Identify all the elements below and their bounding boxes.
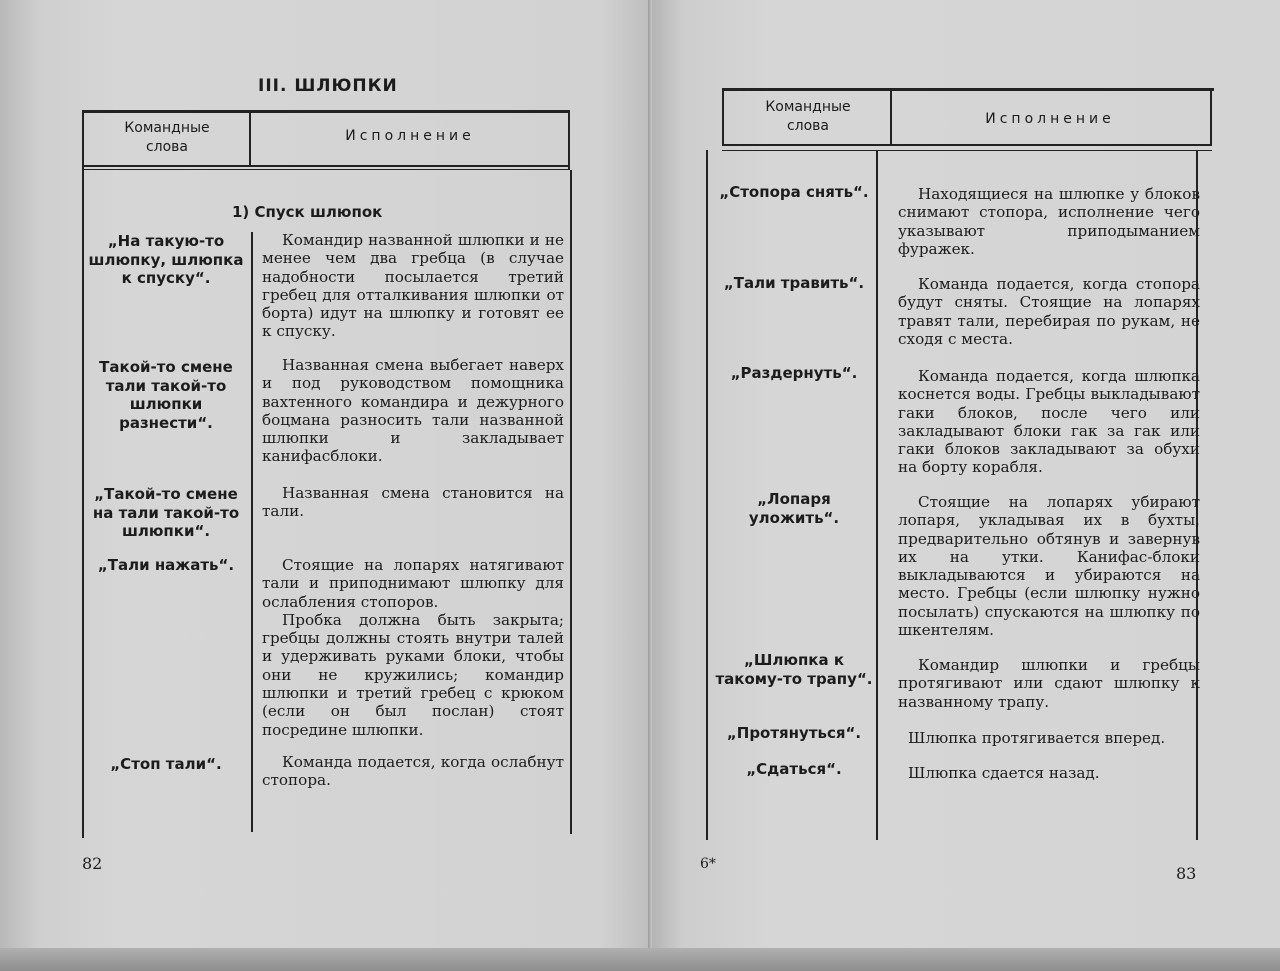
right-page	[652, 0, 1280, 971]
execution-row-1	[262, 231, 564, 341]
section-title: III. ШЛЮПКИ	[258, 76, 398, 96]
command-row-5: „Стоп тали“.	[110, 755, 222, 773]
execution-paragraph: Команда подается, когда шлюпка коснется воды. Гребцы выкладывают гаки блоков, после чего или закладывают блоки гак за гак или гаки блоков закладывают за обухи на борту корабля.	[898, 367, 1200, 477]
execution-row-5	[262, 753, 564, 790]
header-bottom-rule-2	[722, 150, 1212, 151]
header-left-rule	[722, 88, 724, 146]
execution-paragraph: Названная смена становится на тали.	[262, 484, 564, 521]
header-execution: Исполнение	[985, 111, 1115, 127]
header-right-rule	[1210, 88, 1212, 146]
execution-row-4	[262, 556, 564, 739]
execution-row-2	[898, 275, 1200, 348]
signature-mark: 6*	[700, 856, 716, 872]
header-execution: Исполнение	[345, 128, 475, 144]
page-bottom-edge	[0, 948, 1280, 971]
command-row-4: „Тали нажать“.	[97, 556, 235, 574]
execution-paragraph: Командир шлюпки и гребцы протягивают или сдают шлюпку к названному трапу.	[898, 656, 1200, 711]
execution-paragraph: Команда подается, когда ослабнут стопора.	[262, 753, 564, 790]
execution-paragraph: Шлюпка сдается назад.	[908, 764, 1100, 782]
page-number-left: 82	[82, 854, 103, 873]
execution-paragraph: Названная смена выбегает наверх и под руководством помощника вахтенного командира и дежурного боцмана разносить тали названной шлюпки и закладывает канифасблоки.	[262, 356, 564, 466]
execution-paragraph: Стоящие на лопарях натягивают тали и приподнимают шлюпку для ослабления стопоров.	[262, 556, 564, 611]
command-row-1: „Стопора снять“.	[719, 183, 869, 201]
execution-paragraph: Командир названной шлюпки и не менее чем два гребца (в случае надобности посылается третий гребец для отталкивания шлюпки от борта) идут на шлюпку и готовят ее к спуску.	[262, 231, 564, 341]
command-row-5: „Шлюпка к такому-то трапу“.	[715, 651, 873, 688]
command-row-1: „На такую-то шлюпку, шлюпка к спуску“.	[88, 232, 244, 287]
execution-paragraph: Пробка должна быть закрыта; гребцы должны стоять внутри талей и удерживать руками блоки, чтобы они не кружились; командир шлюпки и третий гребец с крюком (если он был послан) стоят посредине шлюпки.	[262, 610, 564, 739]
execution-paragraph: Стоящие на лопарях убирают лопаря, укладывая их в бухты, предварительно обтянув и завернув их на утки. Канифас-блоки выкладываются и убираются на место. Гребцы (если шлюпку нужно посылать) спускаются на шлюпку по шкентелям.	[898, 493, 1200, 640]
body-col-divider	[251, 232, 253, 832]
command-row-2: Такой-то смене тали такой-то шлюпки разнести“.	[99, 358, 233, 432]
page-number-right: 83	[1176, 864, 1197, 883]
header-bottom-rule	[84, 165, 568, 167]
execution-paragraph: Шлюпка протягивается вперед.	[908, 729, 1166, 747]
subsection-title: 1) Спуск шлюпок	[232, 203, 383, 221]
header-col-divider	[890, 90, 892, 146]
body-col-divider	[876, 150, 878, 840]
table-right-rule-lower	[570, 170, 572, 834]
execution-row-4	[898, 493, 1200, 639]
header-command-words: Командные слова	[765, 99, 851, 134]
table-right-rule	[568, 110, 570, 170]
header-bottom-rule-2	[84, 169, 568, 170]
command-row-3: „Такой-то смене на тали такой-то шлюпки“.	[92, 485, 240, 540]
execution-row-3	[898, 367, 1200, 477]
command-row-3: „Раздернуть“.	[730, 364, 858, 382]
command-row-7: „Сдаться“.	[746, 760, 842, 778]
table-top-rule	[82, 110, 570, 113]
table-top-rule	[722, 88, 1214, 91]
table-left-rule	[82, 110, 84, 838]
command-row-2: „Тали травить“.	[723, 274, 865, 292]
execution-paragraph: Находящиеся на шлюпке у блоков снимают стопора, исполнение чего указывают приподыманием фуражек.	[898, 185, 1200, 258]
execution-row-3	[262, 484, 564, 521]
command-row-6: „Протянуться“.	[726, 724, 862, 742]
header-col-divider	[249, 112, 251, 166]
execution-row-6	[898, 729, 1200, 747]
execution-row-7	[898, 764, 1200, 782]
execution-paragraph: Команда подается, когда стопора будут сняты. Стоящие на лопарях травят тали, перебирая по рукам, не сходя с места.	[898, 275, 1200, 348]
header-bottom-rule	[722, 144, 1212, 146]
command-row-4: „Лопаря уложить“.	[748, 490, 840, 527]
table-left-rule	[706, 150, 708, 840]
execution-row-1	[898, 185, 1200, 258]
execution-row-5	[898, 656, 1200, 711]
header-command-words: Командные слова	[124, 120, 210, 155]
execution-row-2	[262, 356, 564, 466]
